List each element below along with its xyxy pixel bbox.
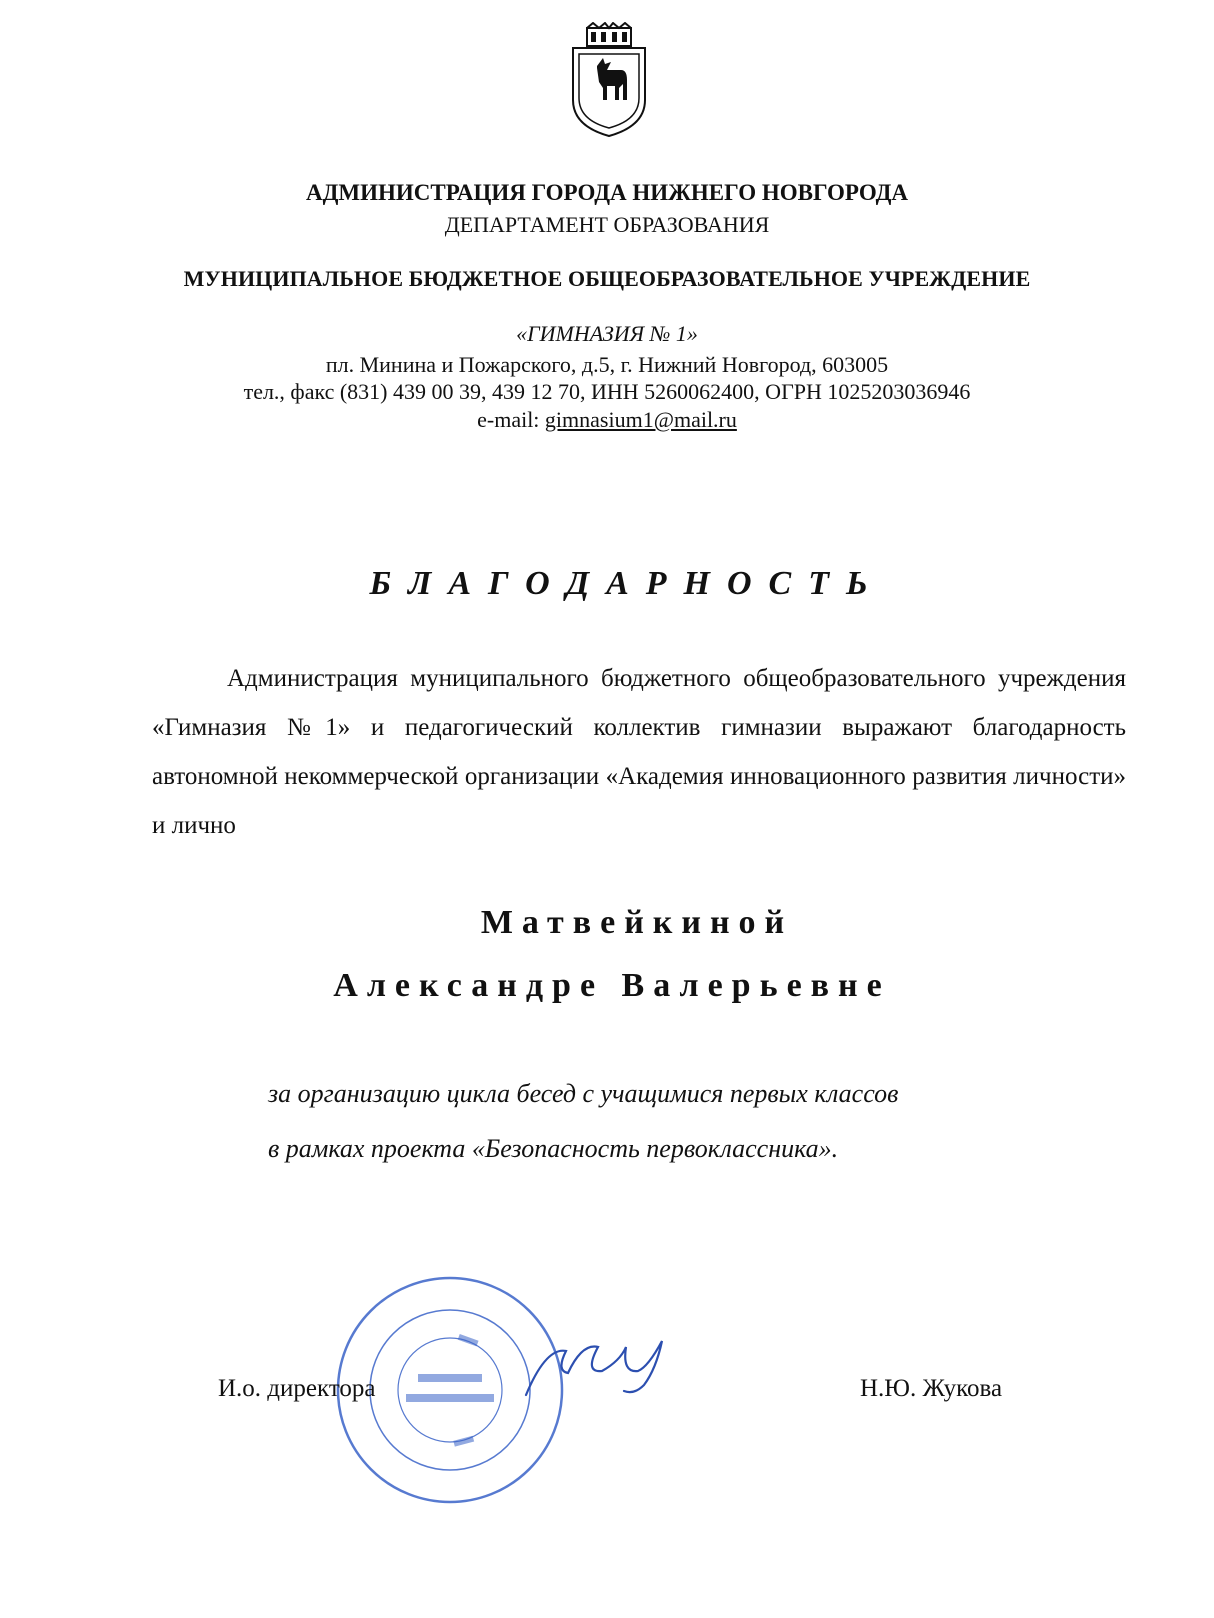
document-body (152, 654, 1126, 850)
email-label: e-mail: (477, 407, 545, 432)
director-name: Н.Ю. Жукова (860, 1375, 1003, 1402)
coat-of-arms-icon (561, 22, 657, 140)
email-line (0, 407, 1214, 433)
document-heading: БЛАГОДАРНОСТЬ (369, 565, 885, 602)
signature-icon (520, 1335, 670, 1405)
recipient-surname: Матвейкиной (480, 904, 794, 941)
school-name: «ГИМНАЗИЯ № 1» (516, 321, 698, 346)
administration-title: АДМИНИСТРАЦИЯ ГОРОДА НИЖНЕГО НОВГОРОДА (305, 180, 909, 205)
school-address: пл. Минина и Пожарского, д.5, г. Нижний Новгород, 603005 (325, 352, 889, 377)
recipient-name: Александре Валерьевне (333, 967, 891, 1004)
institution-type: МУНИЦИПАЛЬНОЕ БЮДЖЕТНОЕ ОБЩЕОБРАЗОВАТЕЛЬНОЕ УЧРЕЖДЕНИЕ (183, 266, 1031, 291)
reason-line-2: в рамках проекта «Безопасность первоклассника». (268, 1134, 839, 1163)
department-name: ДЕПАРТАМЕНТ ОБРАЗОВАНИЯ (444, 212, 770, 237)
signatory-role: И.о. директора (218, 1375, 376, 1402)
school-contacts: тел., факс (831) 439 00 39, 439 12 70, ИНН 5260062400, ОГРН 1025203036946 (243, 379, 971, 404)
reason-line-1: за организацию цикла бесед с учащимися первых классов (268, 1079, 899, 1108)
body-text: Администрация муниципального бюджетного общеобразовательного учреждения «Гимназия №1» и педагогический коллектив гимназии выражают благодарность автономной некоммерческой организации «Академия инновационного развития личности» и лично (152, 665, 1126, 839)
email-link[interactable]: gimnasium1@mail.ru (544, 407, 737, 432)
